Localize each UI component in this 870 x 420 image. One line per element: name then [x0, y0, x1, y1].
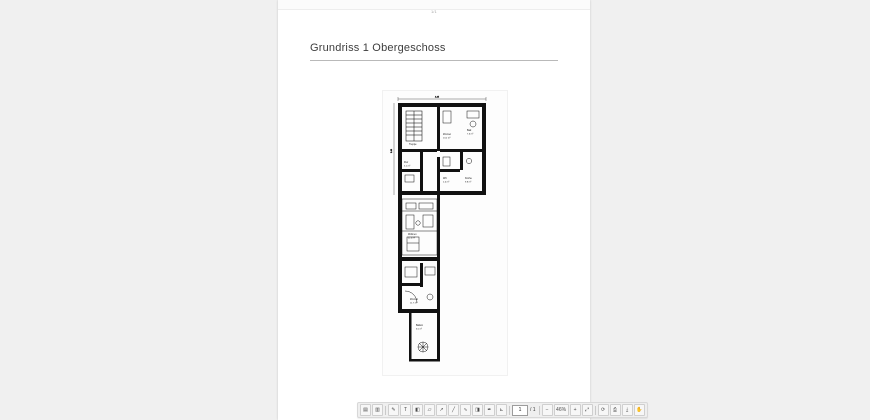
hand-tool-icon[interactable]: ✋ — [634, 404, 645, 416]
page-indicator-label: 1/1 — [431, 10, 437, 14]
floorplan-drawing — [383, 91, 507, 375]
svg-text:Bad: Bad — [467, 129, 472, 132]
freehand-icon[interactable]: ∿ — [460, 404, 471, 416]
zoom-level-label[interactable]: 46% — [554, 404, 569, 416]
eraser-icon[interactable]: ◨ — [472, 404, 483, 416]
rotate-icon[interactable]: ⟳ — [598, 404, 609, 416]
toolbar-divider-4 — [595, 406, 596, 415]
toolbar-divider-3 — [539, 406, 540, 415]
pdf-toolbar[interactable] — [357, 402, 648, 418]
svg-text:Küche: Küche — [465, 177, 472, 180]
signature-icon[interactable]: ✒ — [484, 404, 495, 416]
toolbar-divider-1 — [385, 406, 386, 415]
svg-text:7.6 m²: 7.6 m² — [467, 133, 474, 136]
print-icon[interactable]: ⎙ — [610, 404, 621, 416]
highlight-icon[interactable]: ✎ — [388, 404, 399, 416]
zoom-out-button[interactable]: − — [542, 404, 553, 416]
stamp-icon[interactable]: ◧ — [412, 404, 423, 416]
title-divider — [310, 60, 558, 61]
svg-text:11.7 m²: 11.7 m² — [410, 302, 418, 305]
thumbnails-icon[interactable]: ▥ — [372, 404, 383, 416]
svg-text:Balkon: Balkon — [416, 325, 424, 327]
sidebar-toggle-icon[interactable]: ▤ — [360, 404, 371, 416]
toolbar-divider-2 — [509, 406, 510, 415]
svg-text:9.8 m²: 9.8 m² — [465, 181, 472, 184]
page-number-input[interactable]: 1 — [512, 405, 528, 416]
svg-text:Flur: Flur — [404, 161, 409, 164]
text-note-icon[interactable]: T — [400, 404, 411, 416]
zoom-in-button[interactable]: + — [570, 404, 581, 416]
svg-text:22.4 m²: 22.4 m² — [408, 237, 416, 240]
fit-page-icon[interactable]: ⤢ — [582, 404, 593, 416]
svg-text:WC: WC — [443, 177, 447, 180]
arrow-icon[interactable]: ↗ — [436, 404, 447, 416]
floorplan-container[interactable] — [382, 90, 508, 376]
svg-text:Wohnen: Wohnen — [408, 234, 417, 236]
page-title: Grundriss 1 Obergeschoss — [310, 42, 446, 54]
svg-text:Zimmer: Zimmer — [443, 133, 452, 136]
svg-text:4.25: 4.25 — [435, 96, 439, 99]
svg-text:Zimmer: Zimmer — [410, 298, 419, 301]
line-icon[interactable]: ╱ — [448, 404, 459, 416]
svg-text:13.2 m²: 13.2 m² — [443, 137, 451, 140]
download-icon[interactable]: ⤓ — [622, 404, 633, 416]
shape-icon[interactable]: ▱ — [424, 404, 435, 416]
svg-text:5.1 m²: 5.1 m² — [404, 165, 411, 168]
page-top-strip — [278, 0, 590, 14]
svg-text:6.0 m²: 6.0 m² — [416, 328, 422, 331]
svg-text:2.4 m²: 2.4 m² — [443, 181, 450, 184]
measure-icon[interactable]: ⊾ — [496, 404, 507, 416]
document-page — [278, 0, 590, 420]
svg-text:Treppe: Treppe — [409, 143, 417, 146]
svg-text:3.60: 3.60 — [391, 149, 393, 153]
page-total-label: / 1 — [530, 407, 536, 413]
